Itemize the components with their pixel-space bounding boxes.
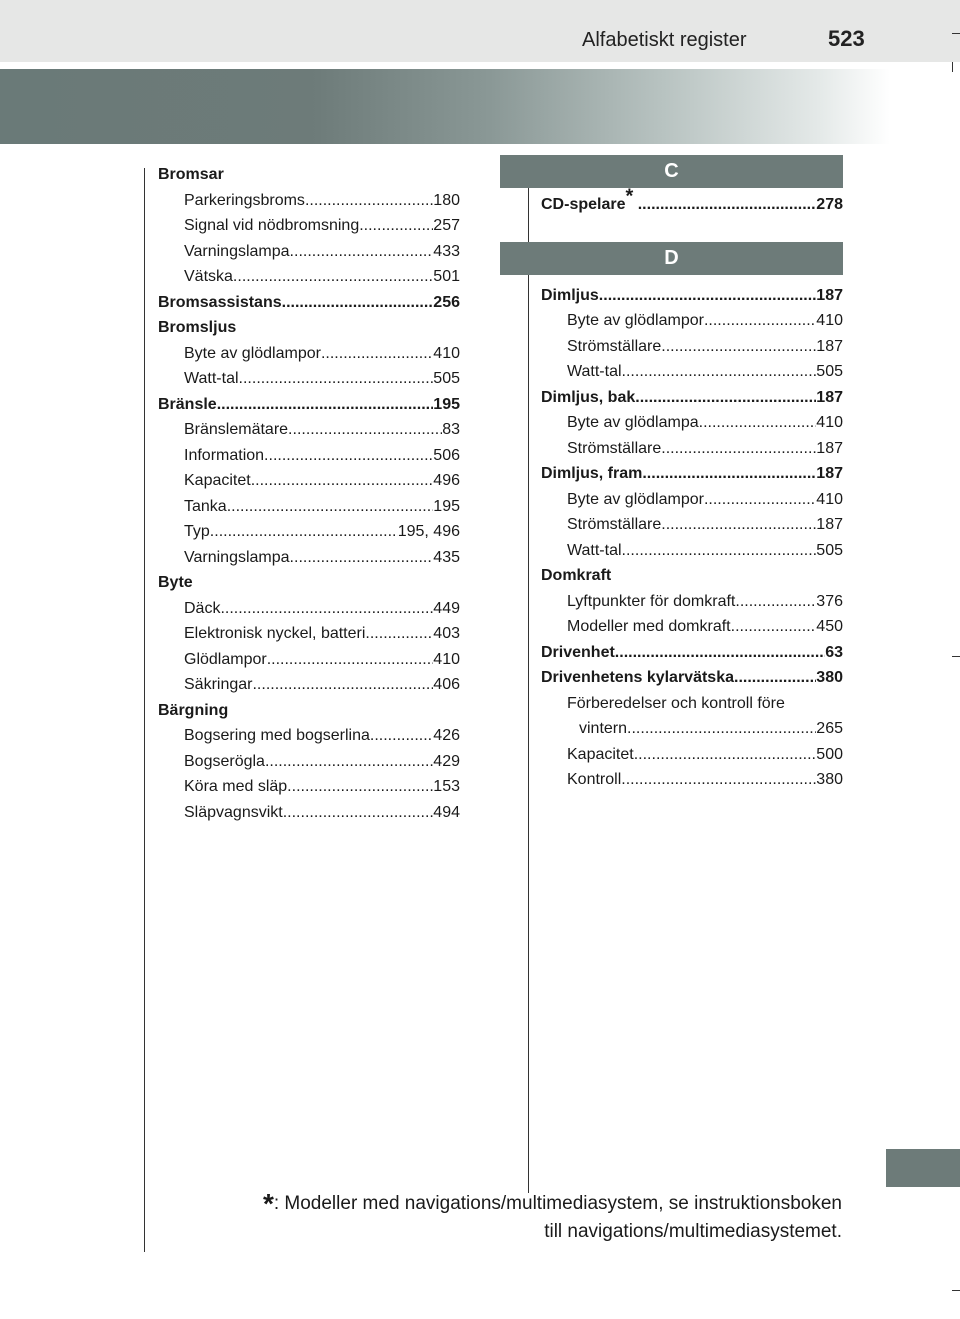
- leader-dots: [627, 716, 816, 742]
- left-margin-rule: [144, 168, 145, 1252]
- leader-dots: [217, 392, 434, 418]
- index-entry-label: Däck: [184, 599, 221, 617]
- leader-dots: [252, 672, 433, 698]
- index-entry-label: Säkringar: [184, 676, 253, 693]
- leader-dots: [634, 742, 817, 768]
- index-entry-page: 195: [433, 395, 460, 413]
- index-entry: [158, 621, 460, 647]
- index-entry: [158, 443, 460, 469]
- index-entry: [158, 800, 460, 826]
- index-entry: [158, 596, 460, 622]
- index-entry-page: 494: [433, 803, 460, 821]
- index-entry-page: 500: [816, 745, 843, 763]
- index-entry-label: Parkeringsbroms: [184, 191, 305, 209]
- index-entry-label: Watt-tal: [184, 370, 239, 387]
- index-entry-page: 256: [433, 293, 460, 311]
- index-entry-label: Bromsar: [158, 166, 224, 183]
- page-number: 523: [828, 26, 865, 51]
- leader-dots: [265, 749, 433, 775]
- index-entry-page: 153: [433, 778, 460, 795]
- index-entry-page: 376: [816, 592, 843, 610]
- index-entry-page: 505: [816, 363, 843, 380]
- index-entry: [541, 563, 843, 589]
- index-entry-label: Watt-tal: [567, 363, 622, 380]
- index-entry-label: Bränsle: [158, 395, 217, 413]
- index-entry-label: Strömställare: [567, 516, 662, 533]
- index-entry-label: Köra med släp: [184, 778, 288, 795]
- leader-dots: [638, 192, 817, 218]
- leader-dots: [305, 188, 433, 214]
- crop-mark: [952, 62, 953, 72]
- index-entry: [158, 213, 460, 239]
- index-entry-label: Tanka: [184, 497, 227, 515]
- leader-dots: [599, 283, 817, 309]
- index-column-right: [541, 155, 843, 793]
- leader-dots: [704, 487, 816, 513]
- index-entry: [541, 308, 843, 334]
- leader-dots: [704, 308, 816, 334]
- index-entry-page: 180: [433, 191, 460, 209]
- index-entry-label: Byte av glödlampor: [184, 344, 321, 362]
- index-entry-page: 187: [816, 516, 843, 533]
- index-entry-page: 410: [816, 490, 843, 508]
- index-entry: [158, 749, 460, 775]
- index-column-left: [158, 162, 460, 825]
- index-entry-page: 195, 496: [397, 523, 460, 540]
- index-entry: [158, 545, 460, 571]
- index-entry-page: 433: [433, 242, 460, 260]
- index-entry-page: 505: [433, 370, 460, 387]
- leader-dots: [370, 723, 433, 749]
- index-entry: [158, 672, 460, 698]
- index-entry-label: Bärgning: [158, 701, 229, 719]
- index-entry: [158, 417, 460, 443]
- index-entry: [158, 774, 460, 800]
- index-entry-label: Drivenhet: [541, 643, 615, 661]
- page-header-bar: [0, 0, 960, 62]
- index-entry-label: Varningslampa: [184, 242, 290, 260]
- leader-dots: [210, 519, 398, 545]
- leader-dots: [622, 538, 817, 564]
- index-entry-page: 63: [825, 643, 843, 661]
- index-entry: [158, 264, 460, 290]
- index-entry: [541, 436, 843, 462]
- index-entry-page: 187: [816, 465, 843, 482]
- leader-dots: [290, 239, 434, 265]
- leader-dots: [642, 461, 816, 487]
- leader-dots: [287, 774, 433, 800]
- leader-dots: [251, 468, 434, 494]
- index-entry: [541, 691, 843, 717]
- index-entry-page: 187: [816, 388, 843, 406]
- index-entry-page: 429: [433, 752, 460, 770]
- index-entry-label: Glödlampor: [184, 650, 267, 668]
- index-entry: [158, 366, 460, 392]
- index-entry-page: 426: [433, 727, 460, 744]
- index-entry-label: Kapacitet: [567, 745, 634, 763]
- index-entry: [158, 239, 460, 265]
- index-entry: [541, 359, 843, 385]
- leader-dots: [661, 512, 816, 538]
- section-title: Alfabetiskt register: [582, 29, 747, 51]
- index-entry: [158, 570, 460, 596]
- footnote-line-2: till navigations/multimediasystemet.: [544, 1221, 842, 1242]
- index-entry-page: 403: [433, 625, 460, 642]
- leader-dots: [239, 366, 434, 392]
- column-divider: [528, 155, 529, 1193]
- leader-dots: [621, 767, 816, 793]
- index-entry-label: Bromsassistans: [158, 293, 282, 311]
- index-entry: [158, 162, 460, 188]
- index-entry-label: vintern: [579, 720, 628, 737]
- leader-dots: [661, 436, 816, 462]
- index-entry-label: Watt-tal: [567, 541, 622, 559]
- index-entry-label: Bränslemätare: [184, 421, 289, 438]
- index-entry-page: 380: [816, 771, 843, 788]
- index-entry-page: 449: [433, 599, 460, 617]
- index-entry: [541, 185, 843, 218]
- index-entry: [158, 341, 460, 367]
- index-entry: [158, 468, 460, 494]
- footnote: [142, 1190, 842, 1246]
- index-entry: [541, 538, 843, 564]
- leader-dots: [283, 800, 434, 826]
- leader-dots: [365, 621, 433, 647]
- index-entry-page: 83: [442, 421, 460, 438]
- index-entry-page: 410: [433, 650, 460, 668]
- index-entry-page: 410: [816, 414, 843, 431]
- index-entry-label: Modeller med domkraft: [567, 618, 731, 635]
- crop-mark: [952, 1290, 960, 1291]
- index-entry-page: 410: [816, 312, 843, 329]
- leader-dots: [615, 640, 825, 666]
- index-entry-label: Information: [184, 446, 265, 464]
- letter-header-c: C: [500, 155, 843, 188]
- leader-dots: [359, 213, 433, 239]
- footnote-line-1: : Modeller med navigations/multimediasystem, se instruktionsboken: [273, 1193, 842, 1214]
- index-entry: [541, 589, 843, 615]
- crop-mark: [952, 33, 960, 34]
- index-entry-page: 265: [816, 720, 843, 737]
- index-entry: [541, 512, 843, 538]
- leader-dots: [731, 614, 817, 640]
- index-entry: [541, 334, 843, 360]
- footnote-mark: *: [262, 1188, 274, 1219]
- index-entry-page: 450: [816, 618, 843, 635]
- index-entry-label: Typ: [184, 523, 210, 540]
- index-entry: [541, 283, 843, 309]
- index-entry-label: Kontroll: [567, 771, 622, 788]
- index-entry: [541, 716, 843, 742]
- leader-dots: [282, 290, 434, 316]
- leader-dots: [622, 359, 817, 385]
- index-entry-page: 501: [433, 268, 460, 285]
- chapter-tab: [886, 1149, 960, 1187]
- index-entry: [158, 647, 460, 673]
- index-entry-page: 278: [816, 196, 843, 213]
- index-entry: [158, 290, 460, 316]
- index-entry-page: 380: [816, 669, 843, 686]
- index-entry-label: Drivenhetens kylarvätska: [541, 669, 734, 686]
- index-entry-label: Bogserögla: [184, 752, 265, 770]
- index-entry-page: 195: [433, 497, 460, 515]
- index-entry-page: 406: [433, 676, 460, 693]
- crop-mark: [952, 656, 960, 657]
- index-entry-page: 435: [433, 548, 460, 566]
- index-entry-page: 410: [433, 344, 460, 362]
- index-entry: [158, 494, 460, 520]
- leader-dots: [290, 545, 434, 571]
- index-entry: [541, 767, 843, 793]
- leader-dots: [321, 341, 433, 367]
- index-entry: [541, 461, 843, 487]
- index-entry: [541, 614, 843, 640]
- index-entry: [158, 315, 460, 341]
- index-entry-label: Förberedelser och kontroll före: [567, 694, 785, 712]
- index-entry-label: Byte av glödlampa: [567, 414, 699, 431]
- index-entry: [158, 188, 460, 214]
- index-entry-label: Byte av glödlampor: [567, 312, 704, 329]
- index-entry-label: Bromsljus: [158, 319, 237, 336]
- index-entry-label: Elektronisk nyckel, batteri: [184, 625, 366, 642]
- leader-dots: [734, 665, 816, 691]
- index-entry-label: Byte av glödlampor: [567, 490, 704, 508]
- index-entry-page: 257: [433, 217, 460, 234]
- index-entry: [158, 519, 460, 545]
- index-entry-page: 505: [816, 541, 843, 559]
- index-entry-label: Lyftpunkter för domkraft: [567, 592, 736, 610]
- leader-dots: [635, 385, 816, 411]
- index-entry-label: Strömställare: [567, 337, 662, 355]
- leader-dots: [699, 410, 817, 436]
- index-entry-label: Varningslampa: [184, 548, 290, 566]
- index-entry-label: [541, 185, 638, 218]
- leader-dots: [735, 589, 816, 615]
- index-entry-label: Signal vid nödbromsning: [184, 217, 360, 234]
- index-entry: [541, 665, 843, 691]
- index-entry-label: Dimljus, fram: [541, 465, 643, 482]
- entry-text: CD-spelare: [541, 196, 626, 213]
- index-entry-page: 506: [433, 446, 460, 464]
- index-entry-page: 187: [816, 439, 843, 457]
- index-entry: [158, 723, 460, 749]
- index-entry-label: Domkraft: [541, 567, 612, 584]
- index-entry-page: 496: [433, 472, 460, 489]
- leader-dots: [227, 494, 434, 520]
- index-entry: [541, 742, 843, 768]
- index-entry: [541, 385, 843, 411]
- index-entry-label: Strömställare: [567, 439, 662, 457]
- leader-dots: [233, 264, 433, 290]
- index-entry: [158, 698, 460, 724]
- index-entry-label: Släpvagnsvikt: [184, 803, 283, 821]
- index-entry-label: Vätska: [184, 268, 233, 285]
- index-entry: [158, 392, 460, 418]
- index-entry-label: Byte: [158, 574, 193, 591]
- index-entry-label: Bogsering med bogserlina: [184, 727, 370, 744]
- index-entry-label: Kapacitet: [184, 472, 251, 489]
- index-entry: [541, 410, 843, 436]
- leader-dots: [220, 596, 433, 622]
- letter-header-d: D: [500, 242, 843, 275]
- index-entry: [541, 640, 843, 666]
- index-entry-page: 187: [816, 286, 843, 304]
- leader-dots: [661, 334, 816, 360]
- index-entry-page: 187: [816, 337, 843, 355]
- index-entry-label: Dimljus: [541, 286, 599, 304]
- index-entry: [541, 487, 843, 513]
- leader-dots: [288, 417, 442, 443]
- leader-dots: [264, 443, 433, 469]
- index-entry-label: Dimljus, bak: [541, 388, 636, 406]
- header-banner: [0, 69, 890, 144]
- footnote-mark: *: [625, 185, 634, 208]
- leader-dots: [267, 647, 434, 673]
